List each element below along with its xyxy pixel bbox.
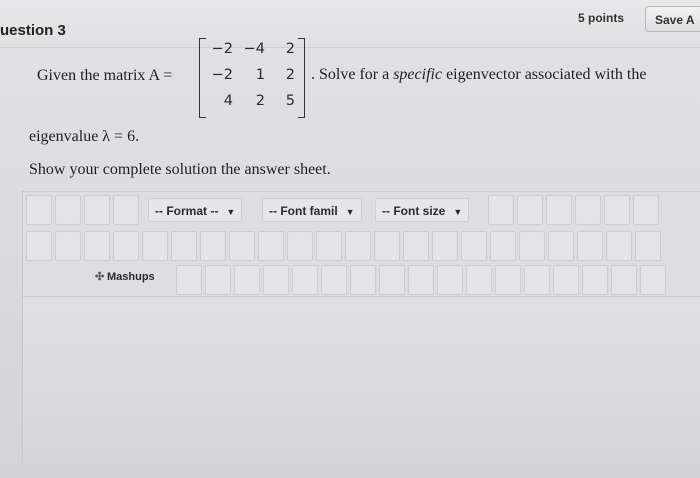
toolbar-button[interactable]: [200, 231, 226, 261]
toolbar-button[interactable]: [553, 265, 579, 295]
toolbar-button[interactable]: [234, 265, 260, 295]
toolbar-button[interactable]: [461, 231, 487, 261]
chevron-down-icon: ▼: [453, 207, 463, 217]
format-select[interactable]: [148, 198, 242, 222]
toolbar-button[interactable]: [374, 231, 400, 261]
toolbar-button[interactable]: [635, 231, 661, 261]
toolbar-button[interactable]: [55, 231, 81, 261]
prompt-lead-text: Given the matrix A =: [37, 67, 173, 84]
toolbar-button[interactable]: [408, 265, 434, 295]
toolbar-button[interactable]: [258, 231, 284, 261]
toolbar-button[interactable]: [55, 195, 81, 225]
eigenvalue-line: eigenvalue λ = 6.: [29, 128, 140, 145]
toolbar-button[interactable]: [640, 265, 666, 295]
matrix-cell: 1: [255, 67, 265, 83]
matrix-cell: 5: [285, 93, 295, 109]
question-title: uestion 3: [0, 22, 66, 39]
format-select-label: -- Format --: [155, 204, 219, 218]
matrix-cell: 4: [223, 93, 233, 109]
answer-text-area[interactable]: [23, 296, 700, 464]
toolbar-button[interactable]: [345, 231, 371, 261]
font-family-select-label: -- Font famil: [269, 204, 338, 218]
toolbar-button[interactable]: [606, 231, 632, 261]
toolbar-button[interactable]: [205, 265, 231, 295]
toolbar-button[interactable]: [582, 265, 608, 295]
matrix-right-bracket: [298, 38, 305, 118]
toolbar-button[interactable]: [321, 265, 347, 295]
toolbar-button[interactable]: [113, 231, 139, 261]
toolbar-button[interactable]: [176, 265, 202, 295]
matrix-a: [199, 38, 305, 118]
toolbar-button[interactable]: [519, 231, 545, 261]
prompt-tail-post: eigenvector associated with the: [442, 66, 647, 83]
toolbar-button[interactable]: [611, 265, 637, 295]
save-answer-button[interactable]: Save A: [645, 6, 700, 32]
toolbar-button[interactable]: [495, 265, 521, 295]
font-size-select[interactable]: [375, 198, 469, 222]
toolbar-button[interactable]: [142, 231, 168, 261]
mashups-icon: ✣: [95, 271, 105, 283]
toolbar-button[interactable]: [84, 231, 110, 261]
toolbar-button[interactable]: [350, 265, 376, 295]
points-label: 5 points: [578, 11, 625, 25]
toolbar-button[interactable]: [466, 265, 492, 295]
toolbar-button[interactable]: [287, 231, 313, 261]
font-size-select-label: -- Font size: [382, 204, 446, 218]
mashups-button[interactable]: [95, 270, 155, 283]
mashups-label: Mashups: [107, 271, 155, 283]
toolbar-row-2: [23, 228, 700, 264]
chevron-down-icon: ▼: [226, 207, 236, 217]
toolbar-button[interactable]: [379, 265, 405, 295]
prompt-tail: [311, 66, 646, 84]
toolbar-button[interactable]: [26, 231, 52, 261]
matrix-cell: −2: [211, 41, 233, 57]
toolbar-button[interactable]: [403, 231, 429, 261]
toolbar-button[interactable]: [633, 195, 659, 225]
toolbar-button[interactable]: [316, 231, 342, 261]
prompt-tail-pre: . Solve for a: [311, 66, 394, 83]
toolbar-button[interactable]: [548, 231, 574, 261]
prompt-lead: [37, 67, 172, 85]
matrix-cell: 2: [255, 93, 265, 109]
matrix-cell: −4: [243, 41, 265, 57]
toolbar-button[interactable]: [229, 231, 255, 261]
answer-editor: [22, 191, 700, 463]
font-family-select[interactable]: [262, 198, 362, 222]
toolbar-button[interactable]: [546, 195, 572, 225]
instruction-line: Show your complete solution the answer sheet.: [29, 161, 331, 178]
matrix-cell: 2: [285, 41, 295, 57]
toolbar-button[interactable]: [171, 231, 197, 261]
toolbar-button[interactable]: [84, 195, 110, 225]
prompt-tail-emphasis: specific: [393, 66, 443, 83]
toolbar-button[interactable]: [577, 231, 603, 261]
toolbar-button[interactable]: [432, 231, 458, 261]
toolbar-button[interactable]: [263, 265, 289, 295]
matrix-left-bracket: [199, 38, 206, 118]
matrix-cell: 2: [285, 67, 295, 83]
chevron-down-icon: ▼: [345, 207, 355, 217]
toolbar-button[interactable]: [575, 195, 601, 225]
matrix-cell: −2: [211, 67, 233, 83]
toolbar-button[interactable]: [292, 265, 318, 295]
toolbar-button[interactable]: [524, 265, 550, 295]
toolbar-button[interactable]: [26, 195, 52, 225]
toolbar-button[interactable]: [488, 195, 514, 225]
toolbar-button[interactable]: [490, 231, 516, 261]
toolbar-button[interactable]: [437, 265, 463, 295]
toolbar-button[interactable]: [517, 195, 543, 225]
toolbar-button[interactable]: [604, 195, 630, 225]
toolbar-button[interactable]: [113, 195, 139, 225]
